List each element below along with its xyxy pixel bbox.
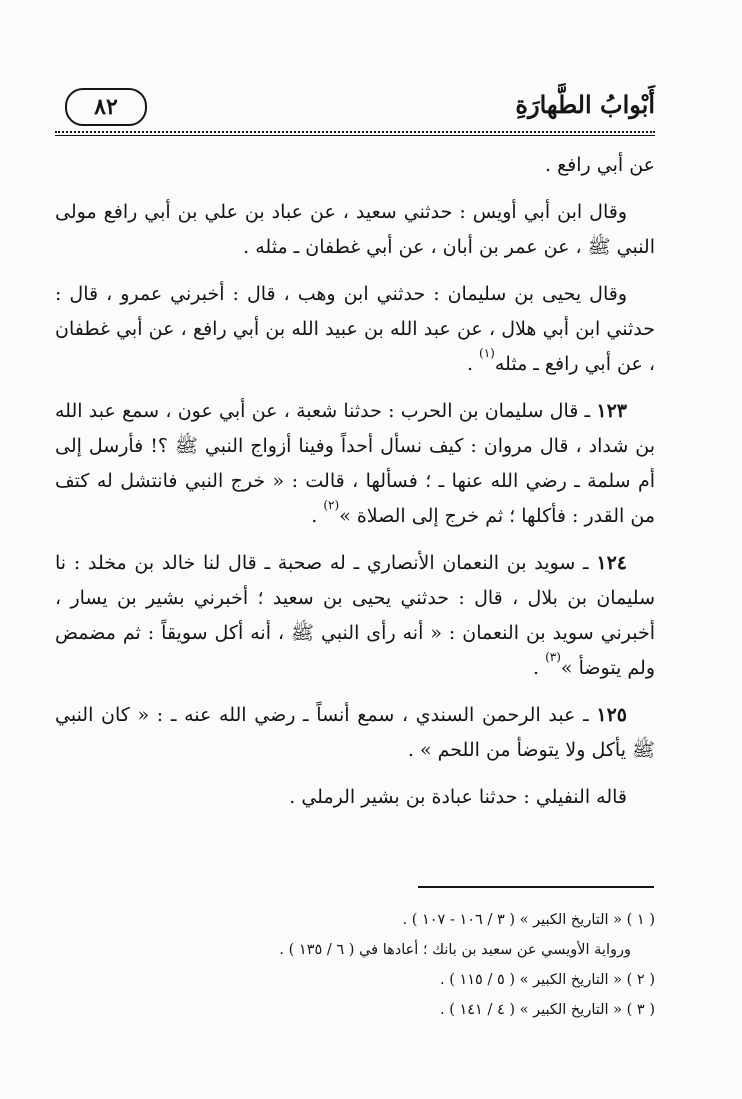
paragraph: عن أبي رافع .: [544, 154, 655, 176]
header-dotted-rule: [55, 131, 655, 133]
main-text: [55, 148, 655, 815]
paragraph: [55, 277, 655, 382]
paragraph-end: .: [466, 353, 480, 375]
footnotes: [55, 905, 655, 1025]
paragraph: قاله النفيلي : حدثنا عبادة بن بشير الرملي .: [289, 786, 627, 808]
footnote-1-extra: ورواية الأويسي عن سعيد بن بانك ؛ أعادها في ( ٦ / ١٣٥ ) .: [279, 942, 631, 958]
footnote-ref: (١): [479, 346, 495, 360]
hadith-number: ١٢٥: [596, 704, 627, 726]
hadith-text: ـ سويد بن النعمان الأنصاري ـ له صحبة ـ قال لنا خالد بن مخلد : نا سليمان بن بلال ، قال : حدثني يحيى بن سعيد ؛ أخبرني بشير بن يسار ، أخبرني سويد بن النعمان : « أنه رأى النبي ﷺ ، أنه أكل سويقاً : ثم مضمض ولم يتوضأ »: [55, 552, 655, 679]
header-rule: [55, 135, 655, 136]
hadith-number: ١٢٣: [596, 400, 627, 422]
hadith-124: [55, 546, 655, 686]
footnote-3: ( ٣ ) « التاريخ الكبير » ( ٤ / ١٤١ ) .: [439, 1002, 655, 1018]
paragraph-end: .: [533, 657, 546, 679]
footnote-2: ( ٢ ) « التاريخ الكبير » ( ٥ / ١١٥ ) .: [439, 972, 655, 988]
hadith-123: [55, 394, 655, 534]
paragraph: وقال ابن أبي أويس : حدثني سعيد ، عن عباد بن علي بن أبي رافع مولى النبي ﷺ ، عن عمر بن أبان ، عن أبي غطفان ـ مثله .: [55, 201, 655, 258]
hadith-number: ١٢٤: [596, 552, 627, 574]
hadith-125: [55, 698, 655, 768]
hadith-text: ـ قال سليمان بن الحرب : حدثنا شعبة ، عن أبي عون ، سمع عبد الله بن شداد ، قال مروان : كيف نسأل أحداً وفينا أزواج النبي ﷺ ؟! فأرسل إلى أم سلمة ـ رضي الله عنها ـ ؛ فسألها ، قالت : « خرج النبي فانتشل له كتف من القدر : فأكلها ؛ ثم خرج إلى الصلاة »: [55, 400, 655, 527]
hadith-text: ـ عبد الرحمن السندي ، سمع أنساً ـ رضي الله عنه ـ : « كان النبي ﷺ يأكل ولا يتوضأ من اللحم » .: [55, 704, 655, 761]
page-header: [55, 88, 655, 130]
paragraph-text: وقال يحيى بن سليمان : حدثني ابن وهب ، قال : أخبرني عمرو ، قال : حدثني ابن أبي هلال ، عن عبد الله بن عبيد الله بن أبي رافع ، عن أبي غطفان ، عن أبي رافع ـ مثله: [55, 283, 655, 375]
page-number-badge: ٨٢: [65, 88, 147, 126]
paragraph-end: .: [311, 505, 324, 527]
footnote-1: ( ١ ) « التاريخ الكبير » ( ٣ / ١٠٦ - ١٠٧ ) .: [402, 912, 655, 928]
footnote-separator: [418, 886, 654, 888]
footnote-ref: (٢): [323, 498, 340, 512]
chapter-title: أَبْوابُ الطَّهارَةِ: [515, 90, 655, 119]
footnote-ref: (٣): [545, 650, 561, 664]
